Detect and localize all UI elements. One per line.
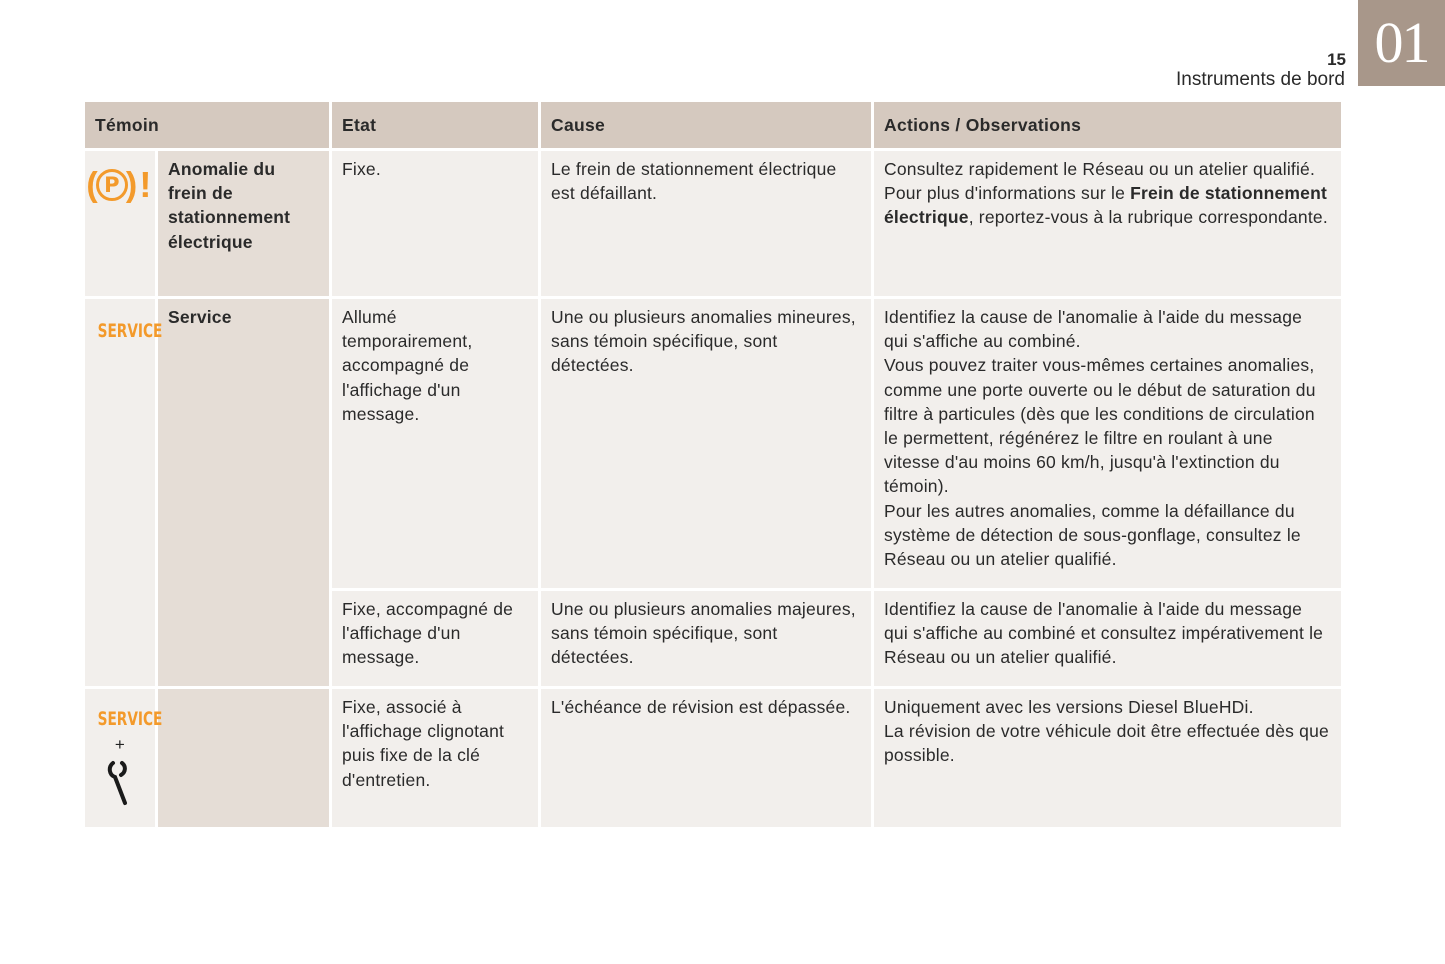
state-cell: Fixe, accompagné de l'affichage d'un message.	[332, 591, 538, 686]
row-label: Service	[158, 299, 329, 686]
chapter-tab: 01	[1358, 0, 1445, 86]
warning-lights-table	[82, 99, 1344, 830]
icon-cell	[85, 689, 163, 827]
actions-text: Identifiez la cause de l'anomalie à l'aide du message qui s'affiche au combiné.	[884, 307, 1303, 352]
icon-cell	[85, 299, 163, 686]
cause-cell: Le frein de stationnement électrique est défaillant.	[541, 151, 871, 296]
actions-cell	[874, 299, 1341, 588]
wrench-icon	[105, 759, 135, 809]
actions-text: Consultez rapidement le Réseau ou un atelier qualifié.	[884, 159, 1316, 179]
row-label	[158, 689, 329, 827]
actions-bold-text: Frein de stationnement électrique	[884, 183, 1328, 228]
page-number: 15	[1327, 50, 1346, 69]
actions-text: Pour les autres anomalies, comme la défaillance du système de détection de sous-gonflage, consultez le Réseau ou un atelier qualifié.	[884, 500, 1301, 570]
section-title: Instruments de bord	[1176, 69, 1345, 90]
actions-cell	[874, 151, 1341, 296]
column-header-etat: Etat	[332, 102, 538, 148]
table-row-service-maintenance	[85, 689, 1341, 827]
actions-cell: Identifiez la cause de l'anomalie à l'aide du message qui s'affiche au combiné et consultez impérativement le Réseau ou un atelier qualifié.	[874, 591, 1341, 686]
parking-brake-fault-icon: ( P ) !	[86, 164, 152, 205]
state-cell: Fixe.	[332, 151, 538, 296]
row-label: Anomalie du frein de stationnement électrique	[158, 151, 329, 296]
parking-letter: P	[104, 172, 120, 197]
actions-text: La révision de votre véhicule doit être effectuée dès que possible.	[884, 721, 1329, 766]
actions-text: , reportez-vous à la rubrique correspondante.	[968, 207, 1328, 228]
actions-text: Pour plus d'informations sur le	[884, 183, 1131, 204]
column-header-actions: Actions / Observations	[874, 102, 1341, 148]
icon-cell	[85, 151, 155, 296]
cause-cell: Une ou plusieurs anomalies majeures, sans témoin spécifique, sont détectées.	[541, 591, 871, 686]
cause-cell: Une ou plusieurs anomalies mineures, sans témoin spécifique, sont détectées.	[541, 299, 871, 588]
table-row-service-minor	[85, 299, 1341, 588]
table-row-parking-brake	[85, 151, 1341, 296]
state-cell: Allumé temporairement, accompagné de l'affichage d'un message.	[332, 299, 538, 588]
actions-text: Vous pouvez traiter vous-mêmes certaines anomalies, comme une porte ouverte ou le début de saturation du filtre à particules (dès que les conditions de circulation le permettent, régénérez le filtre en roulant à une vitesse d'au moins 60 km/h, jusqu'à l'extinction du témoin).	[884, 355, 1316, 497]
actions-cell	[874, 689, 1341, 827]
plus-icon: +	[114, 735, 126, 755]
table-header-row	[85, 102, 1341, 148]
service-warning-icon: SERVICE	[97, 708, 163, 730]
column-header-cause: Cause	[541, 102, 871, 148]
cause-cell: L'échéance de révision est dépassée.	[541, 689, 871, 827]
column-header-temoin: Témoin	[85, 102, 329, 148]
actions-text: Uniquement avec les versions Diesel BlueHDi.	[884, 697, 1254, 717]
service-warning-icon: SERVICE	[97, 320, 163, 342]
state-cell: Fixe, associé à l'affichage clignotant puis fixe de la clé d'entretien.	[332, 689, 538, 827]
